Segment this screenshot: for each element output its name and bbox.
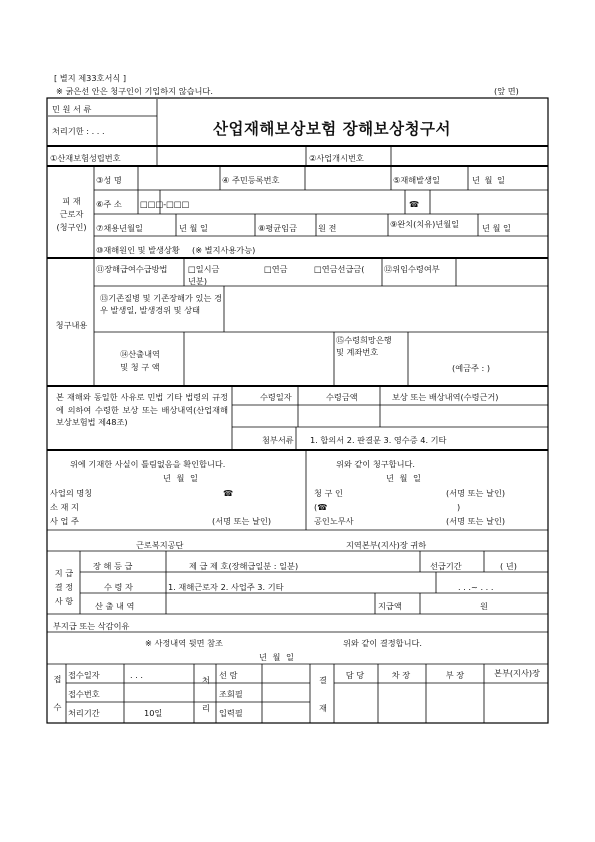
phone-icon: ☎: [409, 199, 420, 209]
approval-deputy: 차 장: [391, 670, 411, 680]
won-unit: 원: [480, 601, 488, 611]
field-13-label: ⑬기존질병 및 기존장해가 있는 경우 발생일, 발생경위 및 상태: [100, 293, 222, 315]
inquired-label: 조회필: [219, 689, 243, 699]
agency-addressee: 지역본부(지사)장 귀하: [346, 540, 427, 550]
header-note: ※ 굵은선 안은 청구인이 기입하지 않습니다.: [56, 86, 213, 96]
field-2-label: ②사업개시번호: [309, 153, 364, 163]
approval-branch-head: 본부(지사)장: [494, 668, 540, 678]
option-advance-pension[interactable]: □연금선급금(: [314, 264, 365, 274]
employer-label: 사 업 주: [50, 516, 79, 526]
reject-reason-label: 부지급 또는 삭감이유: [53, 621, 130, 631]
reviewed-label: 선 람: [219, 670, 238, 680]
recipient-period: . . .~ . . .: [458, 582, 494, 592]
postal-code-boxes[interactable]: □□□-□□□: [140, 199, 190, 209]
confirm-text: 위에 기재한 사실이 틀림없음을 확인합니다.: [70, 459, 226, 469]
entered-label: 입력필: [219, 708, 243, 718]
agency-name: 근로복지공단: [136, 540, 184, 550]
claimant-signature[interactable]: (서명 또는 날인): [446, 488, 506, 498]
option-years: 년분): [188, 276, 208, 286]
option-pension[interactable]: □연금: [264, 264, 288, 274]
processing-period-value: 10일: [144, 708, 163, 718]
page-title: 산업재해보상보험 장해보상청구서: [213, 120, 451, 138]
field-7-label: ⑦채용년월일: [96, 223, 143, 233]
approval-staff: 담 당: [345, 670, 365, 680]
employer-signature[interactable]: (서명 또는 날인): [212, 516, 272, 526]
receipt-amount-header: 수령금액: [326, 392, 358, 402]
deadline-label: 처리기한 : . . .: [52, 126, 105, 136]
field-8-label: ⑧평균임금: [258, 223, 297, 233]
receipt-date-label: 접수일자: [68, 670, 100, 680]
labor-attorney-label: 공인노무사: [314, 516, 354, 526]
option-lump-sum[interactable]: □일시금: [188, 264, 220, 274]
attorney-signature[interactable]: (서명 또는 날인): [446, 516, 506, 526]
field-7-value[interactable]: 년 월 일: [179, 223, 208, 233]
processing-side-label: 처 리: [202, 675, 210, 713]
form-number: [ 별지 제33호서식 ]: [54, 73, 127, 83]
field-15-label: ⑮수령희망은행 및 계좌번호: [336, 335, 392, 357]
receipt-date-value[interactable]: . . .: [130, 670, 144, 680]
field-14-label: ⑭산출내역 및 청 구 액: [120, 349, 160, 372]
field-12-label: ⑫위임수령여부: [384, 264, 440, 274]
field-9-label: ⑨완치(치유)년월일: [390, 219, 460, 229]
advance-period-label: 선급기간: [430, 561, 462, 571]
field-5-label: ⑤재해발생일: [393, 175, 440, 185]
page-side: (앞 면): [494, 86, 519, 96]
field-10-note: (※ 별지사용가능): [192, 245, 256, 255]
field-5-value[interactable]: 년 월 일: [472, 175, 505, 185]
claim-text: 위와 같이 청구합니다.: [336, 459, 415, 469]
field-4-label: ④ 주민등록번호: [222, 175, 280, 185]
decision-side-label: 지 급 결 정 사 항: [54, 568, 74, 606]
field-10-label: ⑩재해원인 및 발생상황: [96, 245, 180, 255]
approval-side-label: 결 재: [319, 675, 327, 713]
worker-side-label: 피 재 근로자 (청구인): [56, 196, 87, 232]
field-8-value[interactable]: 원 전: [318, 223, 337, 233]
field-3-label: ③성 명: [96, 175, 122, 185]
disability-grade-value[interactable]: 제 급 제 호(장해급일분 : 일분): [189, 561, 299, 571]
disability-grade-label: 장 해 등 급: [93, 561, 133, 571]
claimant-phone: (☎: [314, 502, 328, 512]
advance-period-value[interactable]: ( 년): [500, 561, 517, 571]
claimant-label: 청 구 인: [314, 488, 343, 498]
business-name-label: 사업의 명칭: [50, 488, 93, 498]
claim-date: 년 월 일: [386, 473, 421, 483]
recipient-options[interactable]: 1. 재해근로자 2. 사업주 3. 기타: [168, 582, 284, 592]
receipt-date-header: 수령일자: [260, 392, 292, 402]
business-phone-icon: ☎: [223, 488, 234, 498]
approval-manager: 부 장: [445, 670, 465, 680]
recipient-label: 수 령 자: [104, 582, 133, 592]
business-address-label: 소 재 지: [50, 502, 79, 512]
receipt-side-label: 접 수: [53, 674, 62, 712]
decision-text: 위와 같이 결정합니다.: [343, 638, 422, 648]
assessment-reference: ※ 사정내역 뒷면 참조: [145, 638, 223, 648]
pay-amount-label: 지급액: [378, 601, 402, 611]
attachments-label: 첨부서류: [262, 435, 294, 445]
claim-side-label: 청구내용: [55, 320, 88, 330]
duplicate-description: 본 재해와 동일한 사유로 민법 기타 법령의 규정에 의하여 수령한 보상 또는 배상내역(산업재해보상보험법 제48조): [56, 392, 228, 427]
receipt-number-label: 접수번호: [68, 689, 100, 699]
confirm-date: 년 월 일: [163, 473, 198, 483]
field-15-value[interactable]: (예금주 : ): [452, 363, 491, 373]
decision-date: 년 월 일: [259, 652, 294, 662]
attachments-list: 1. 합의서 2. 판결문 3. 영수증 4. 기타: [310, 435, 447, 445]
processing-period-label: 처리기간: [68, 708, 100, 718]
petition-no-label: 민 원 서 류: [52, 104, 92, 114]
compensation-detail-header: 보상 또는 배상내역(수령근거): [392, 392, 499, 402]
field-11-label: ⑪장해급여수급방법: [96, 264, 168, 274]
field-1-label: ①산재보험성립번호: [50, 153, 121, 163]
field-9-value[interactable]: 년 월 일: [482, 223, 511, 233]
claimant-phone-close: ): [457, 502, 461, 512]
calc-label: 산 출 내 역: [95, 601, 135, 611]
field-6-label: ⑥주 소: [96, 199, 122, 209]
